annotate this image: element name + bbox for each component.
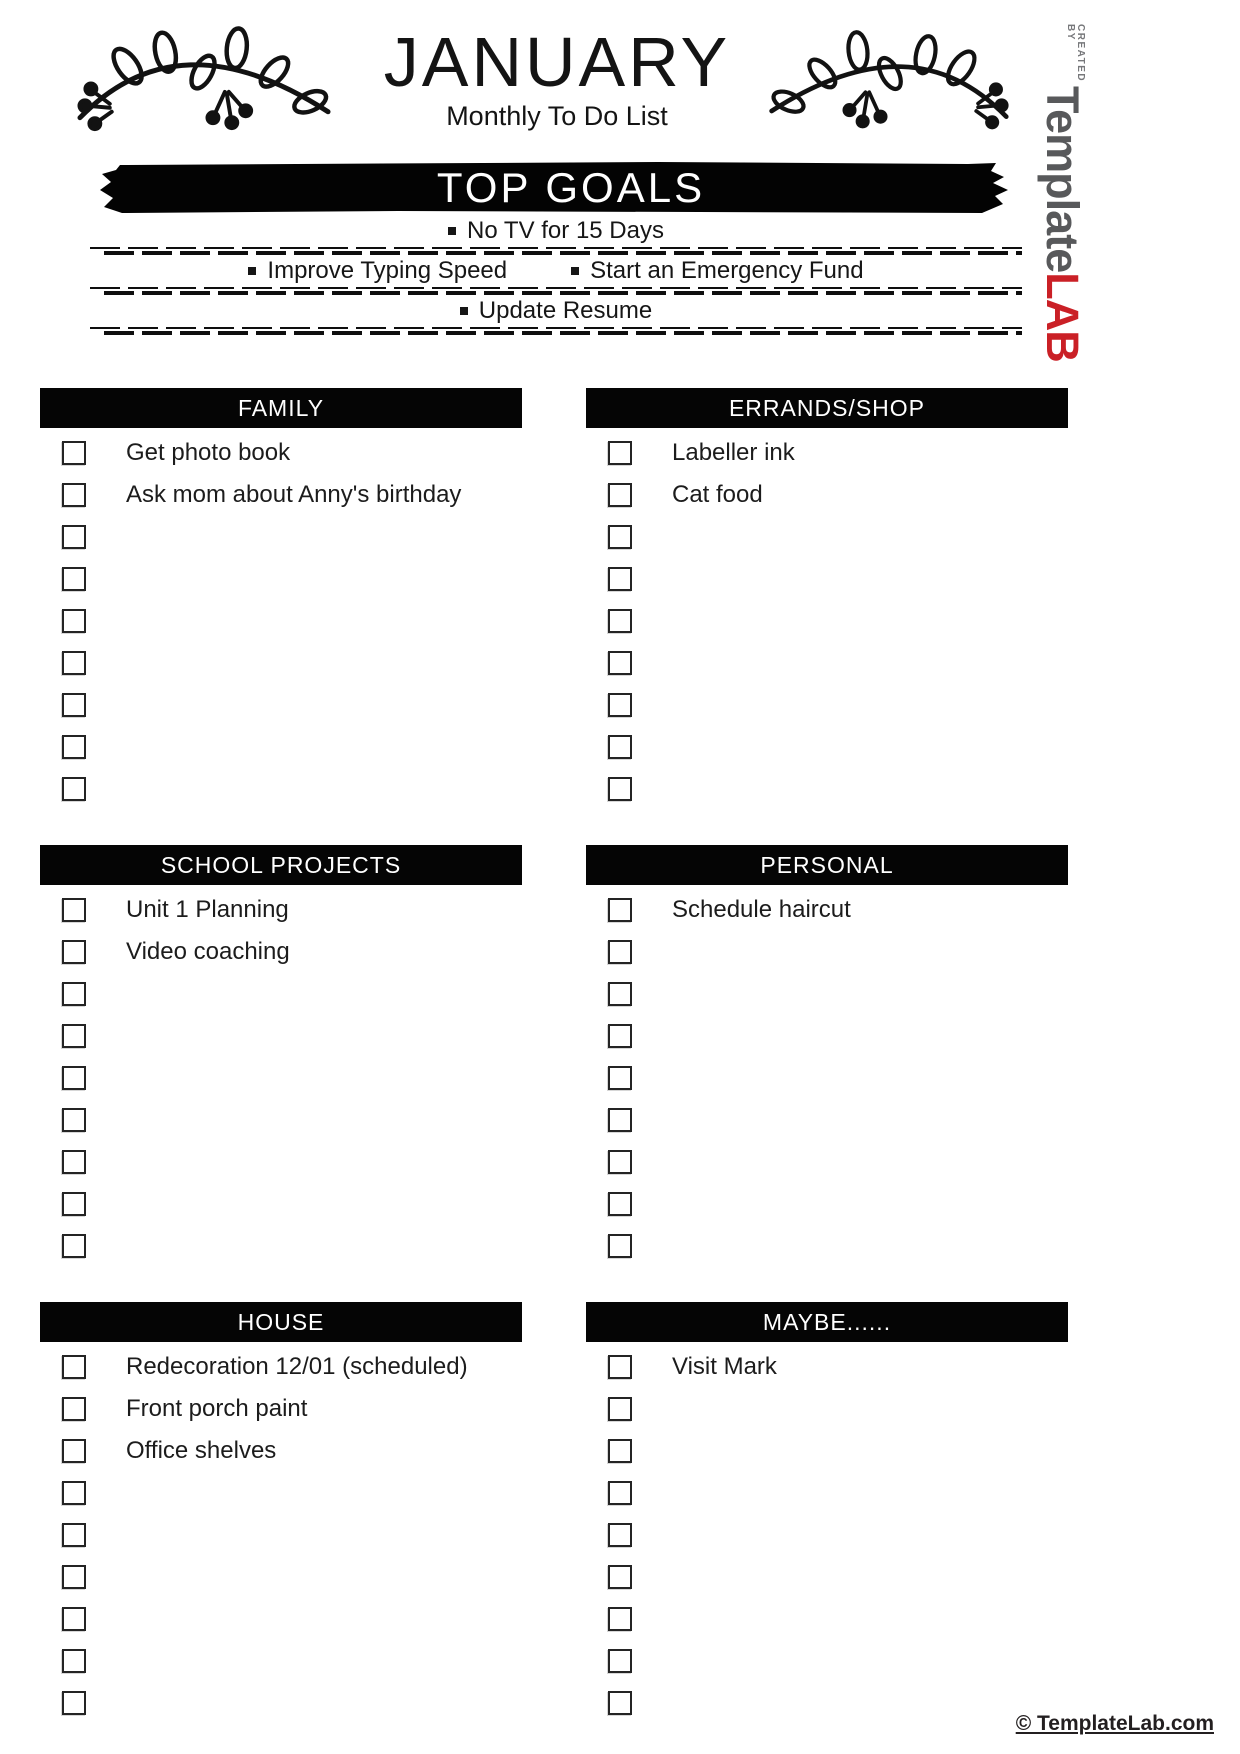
section-title: FAMILY (237, 394, 325, 421)
todo-row (586, 889, 1068, 931)
section-header (40, 388, 522, 428)
checkbox[interactable] (62, 1024, 86, 1048)
top-goals-banner (98, 161, 1010, 215)
item-label: Ask mom about Anny's birthday (126, 481, 462, 508)
todo-row (586, 516, 1068, 558)
section-rows (586, 1342, 1068, 1724)
checkbox[interactable] (608, 609, 632, 633)
todo-row (40, 1057, 522, 1099)
todo-row (40, 432, 522, 474)
item-label: Unit 1 Planning (126, 896, 289, 923)
todo-row (586, 1183, 1068, 1225)
todo-row (40, 642, 522, 684)
checkbox[interactable] (608, 1691, 632, 1715)
checkbox[interactable] (608, 1108, 632, 1132)
checkbox[interactable] (62, 898, 86, 922)
todo-row (586, 600, 1068, 642)
todo-row (586, 558, 1068, 600)
brand-logo (1037, 20, 1088, 362)
checkbox[interactable] (608, 1024, 632, 1048)
todo-row (586, 973, 1068, 1015)
checkbox[interactable] (62, 1649, 86, 1673)
checkbox[interactable] (62, 1439, 86, 1463)
month-title: JANUARY (383, 23, 731, 101)
square-bullet-icon (448, 227, 456, 235)
page-subtitle: Monthly To Do List (446, 100, 668, 131)
square-bullet-icon (571, 267, 579, 275)
checkbox[interactable] (62, 567, 86, 591)
checkbox[interactable] (62, 1066, 86, 1090)
todo-row (586, 1015, 1068, 1057)
todo-row (586, 432, 1068, 474)
checkbox[interactable] (62, 735, 86, 759)
item-label: Office shelves (126, 1437, 277, 1464)
todo-row (586, 1514, 1068, 1556)
checkbox[interactable] (62, 940, 86, 964)
checkbox[interactable] (608, 525, 632, 549)
section-rows (586, 428, 1068, 810)
todo-row (40, 558, 522, 600)
item-label: Get photo book (126, 439, 291, 466)
checkbox[interactable] (608, 1397, 632, 1421)
checkbox[interactable] (608, 1649, 632, 1673)
todo-row (586, 642, 1068, 684)
section-school-projects (40, 845, 522, 1267)
checkbox[interactable] (608, 1150, 632, 1174)
checkbox[interactable] (608, 982, 632, 1006)
todo-row (586, 726, 1068, 768)
checkbox[interactable] (62, 1192, 86, 1216)
todo-row (586, 1225, 1068, 1267)
goal-item (448, 217, 664, 245)
checkbox[interactable] (62, 483, 86, 507)
todo-row (586, 1099, 1068, 1141)
checkbox[interactable] (608, 940, 632, 964)
brand-created-by: CREATED BY (1065, 24, 1086, 83)
item-label: Cat food (672, 481, 763, 508)
checkbox[interactable] (608, 777, 632, 801)
section-band-3 (40, 1302, 1068, 1724)
todo-row (40, 474, 522, 516)
section-errands-shop (586, 388, 1068, 810)
section-family (40, 388, 522, 810)
checkbox[interactable] (62, 982, 86, 1006)
checkbox[interactable] (62, 525, 86, 549)
todo-row (586, 1556, 1068, 1598)
item-label: Redecoration 12/01 (scheduled) (126, 1353, 468, 1380)
checkbox[interactable] (608, 1192, 632, 1216)
todo-row (40, 516, 522, 558)
goal-row-3 (90, 295, 1022, 327)
goal-text: No TV for 15 Days (467, 217, 664, 244)
section-band-1 (40, 388, 1068, 810)
checkbox[interactable] (62, 1150, 86, 1174)
checkbox[interactable] (608, 1607, 632, 1631)
goal-text: Update Resume (478, 297, 653, 324)
checkbox[interactable] (62, 1397, 86, 1421)
todo-row (40, 1015, 522, 1057)
section-header (586, 845, 1068, 885)
checkbox[interactable] (62, 1523, 86, 1547)
todo-row (586, 684, 1068, 726)
goal-divider (90, 327, 1022, 335)
checkbox[interactable] (608, 1066, 632, 1090)
square-bullet-icon (460, 307, 468, 315)
todo-row (586, 474, 1068, 516)
checkbox[interactable] (608, 735, 632, 759)
section-header (586, 1302, 1068, 1342)
todo-row (586, 768, 1068, 810)
brand-name-template: Template (1037, 86, 1088, 273)
section-title: SCHOOL PROJECTS (160, 851, 402, 878)
checkbox[interactable] (62, 441, 86, 465)
checkbox[interactable] (62, 1355, 86, 1379)
checkbox[interactable] (62, 1234, 86, 1258)
section-header (586, 388, 1068, 428)
section-rows (40, 428, 522, 810)
todo-row (40, 1183, 522, 1225)
checkbox[interactable] (62, 1481, 86, 1505)
checkbox[interactable] (608, 567, 632, 591)
todo-row (40, 1430, 522, 1472)
todo-row (40, 1346, 522, 1388)
brand-name (1037, 86, 1088, 362)
top-goals-list (90, 215, 1022, 335)
todo-row (586, 1346, 1068, 1388)
goal-divider (90, 247, 1022, 255)
todo-row (586, 1682, 1068, 1724)
goal-item (248, 257, 507, 285)
todo-row (40, 1598, 522, 1640)
checkbox[interactable] (608, 898, 632, 922)
goal-divider (90, 287, 1022, 295)
checkbox[interactable] (608, 1355, 632, 1379)
goal-text: Start an Emergency Fund (590, 257, 864, 284)
section-house (40, 1302, 522, 1724)
section-title: PERSONAL (760, 851, 894, 878)
todo-row (586, 1472, 1068, 1514)
checkbox[interactable] (62, 651, 86, 675)
goal-item (571, 257, 863, 285)
todo-row (40, 1472, 522, 1514)
item-label: Schedule haircut (672, 896, 851, 923)
goal-text: Improve Typing Speed (267, 257, 508, 284)
item-label: Labeller ink (672, 439, 795, 466)
section-band-2 (40, 845, 1068, 1267)
todo-row (586, 1430, 1068, 1472)
todo-row (40, 1640, 522, 1682)
checkbox[interactable] (62, 1607, 86, 1631)
todo-row (40, 1225, 522, 1267)
section-maybe (586, 1302, 1068, 1724)
section-header (40, 1302, 522, 1342)
item-label: Front porch paint (126, 1395, 308, 1422)
section-title: MAYBE...... (762, 1308, 892, 1335)
checkbox[interactable] (608, 651, 632, 675)
checkbox[interactable] (62, 609, 86, 633)
checkbox[interactable] (608, 441, 632, 465)
section-title: ERRANDS/SHOP (728, 394, 926, 421)
templatelab-credit[interactable]: © TemplateLab.com (1015, 1712, 1214, 1735)
checkbox[interactable] (62, 1691, 86, 1715)
section-header (40, 845, 522, 885)
checkbox[interactable] (608, 1439, 632, 1463)
checkbox[interactable] (62, 1565, 86, 1589)
todo-row (40, 684, 522, 726)
checkbox[interactable] (608, 693, 632, 717)
todo-row (40, 1556, 522, 1598)
todo-row (40, 973, 522, 1015)
todo-row (40, 931, 522, 973)
checkbox[interactable] (62, 1108, 86, 1132)
checkbox[interactable] (608, 483, 632, 507)
checkbox[interactable] (62, 777, 86, 801)
top-goals-title: TOP GOALS (436, 164, 706, 211)
goal-row-2 (90, 255, 1022, 287)
section-personal (586, 845, 1068, 1267)
checkbox[interactable] (62, 693, 86, 717)
todo-row (40, 768, 522, 810)
todo-row (586, 1640, 1068, 1682)
item-label: Visit Mark (672, 1353, 777, 1380)
section-title: HOUSE (237, 1308, 325, 1335)
square-bullet-icon (248, 267, 256, 275)
checkbox[interactable] (608, 1481, 632, 1505)
todo-row (40, 726, 522, 768)
todo-row (40, 1682, 522, 1724)
section-rows (40, 1342, 522, 1724)
todo-row (40, 1514, 522, 1556)
item-label: Video coaching (126, 938, 290, 965)
todo-row (40, 1388, 522, 1430)
checkbox[interactable] (608, 1234, 632, 1258)
section-rows (40, 885, 522, 1267)
todo-row (40, 889, 522, 931)
goal-item (460, 297, 652, 325)
section-rows (586, 885, 1068, 1267)
checkbox[interactable] (608, 1565, 632, 1589)
todo-row (586, 1598, 1068, 1640)
todo-row (586, 931, 1068, 973)
goal-row-1 (90, 215, 1022, 247)
todo-row (40, 600, 522, 642)
checkbox[interactable] (608, 1523, 632, 1547)
todo-row (586, 1388, 1068, 1430)
todo-row (40, 1141, 522, 1183)
todo-row (40, 1099, 522, 1141)
todo-row (586, 1141, 1068, 1183)
todo-row (586, 1057, 1068, 1099)
brand-name-lab: LAB (1037, 272, 1088, 362)
